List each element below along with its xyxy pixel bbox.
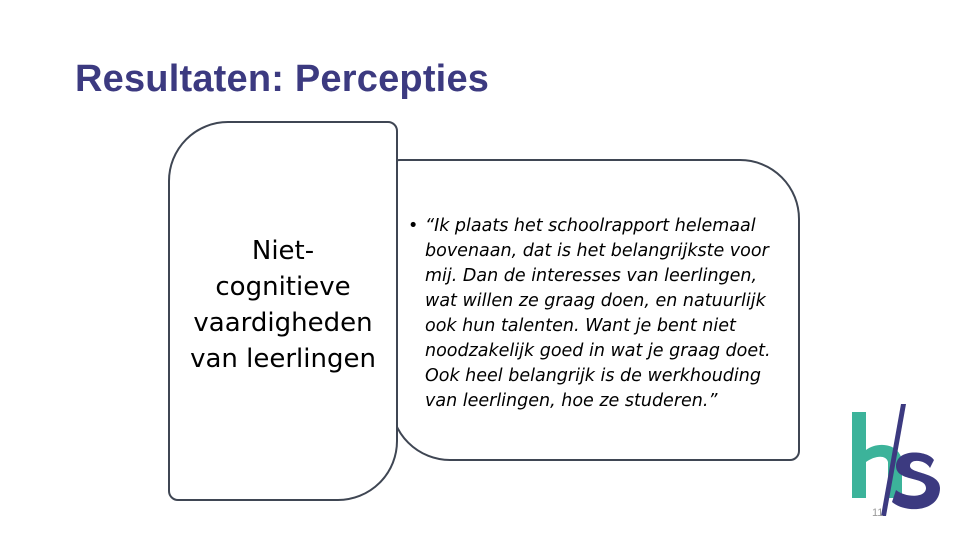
- logo-b-stem: [852, 412, 866, 498]
- quote-text: “Ik plaats het schoolrapport helemaal bovenaan, dat is het belangrijkste voor mij. Dan de interesses van leerlingen, wat willen ze graag doen, en natuurlijk ook hun talenten. Want je bent niet noodzakelijk goed in wat je graag doet. Ook heel belangrijk is de werkhouding van leerlingen, hoe ze studeren.”: [425, 216, 771, 411]
- label-text: Niet-cognitieve vaardigheden van leerlingen: [190, 236, 376, 374]
- label-box: [168, 121, 398, 501]
- slide-title: Resultaten: Percepties: [75, 58, 490, 100]
- bullet: •: [408, 216, 419, 236]
- quote-list: [408, 214, 793, 414]
- quote-item: [408, 214, 793, 414]
- page-number: 11: [872, 507, 884, 519]
- bs-logo-icon: [846, 402, 942, 518]
